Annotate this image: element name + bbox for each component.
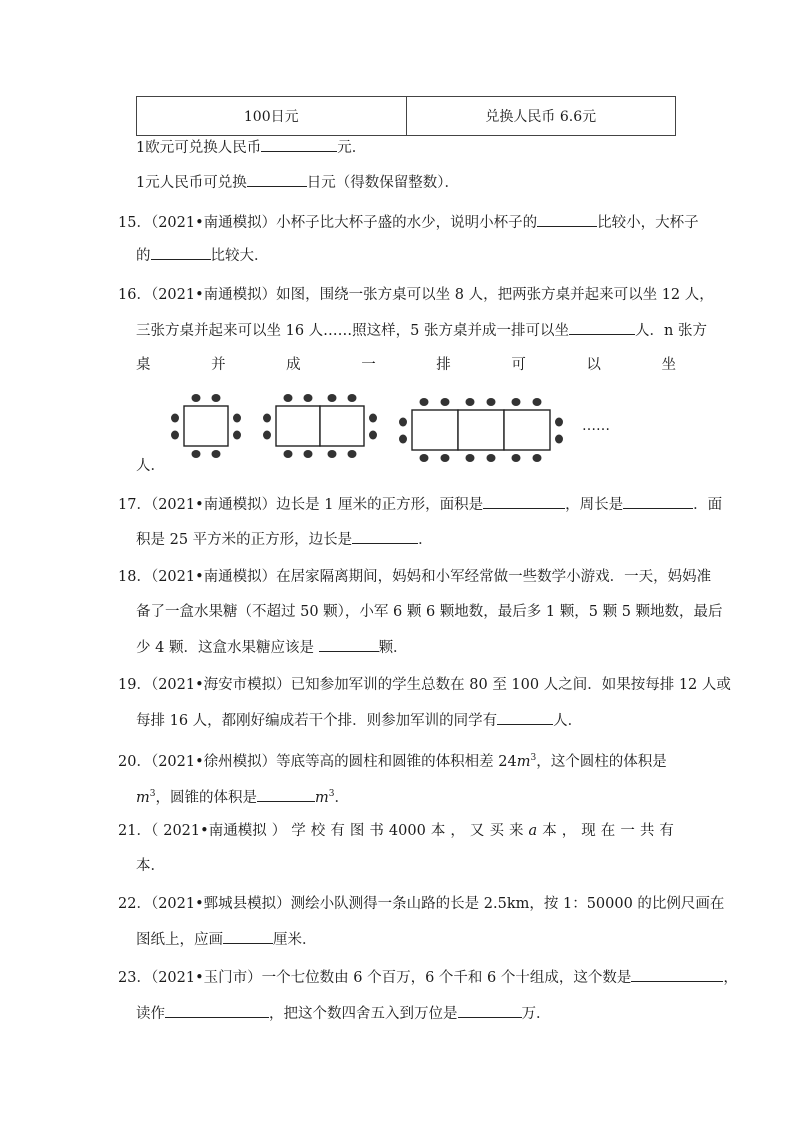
question-18-line3 [136,637,408,658]
question-19-line1 [118,675,731,695]
char: 校 [310,823,326,839]
text: ． [418,532,433,548]
seat [512,454,521,462]
char: 又 [469,823,485,839]
ellipsis-text: …… [582,418,610,434]
char: 共 [639,823,655,839]
seat [512,398,521,406]
text: 读作 [136,1006,165,1022]
seat [304,394,313,402]
text: 人． [136,458,165,474]
table-square [412,410,458,450]
seat [466,454,475,462]
question-15-line2 [136,245,269,266]
text: ，圆锥的体积是 [155,789,257,806]
answer-blank [623,494,693,509]
text: ． [334,789,349,806]
char: 来 [508,823,524,839]
seat [399,418,407,427]
char: 一 [620,823,635,839]
variable-a: a [528,823,538,839]
text: 少 4 颗．这盒水果糖应该是 [136,640,314,656]
text: 元． [337,140,367,156]
text: 人．n 张方 [635,323,707,339]
text: 22．（2021•鄄城县模拟）测绘小队测得一条山路的长是 2.5km，按 1：50000 的比例尺画在 [118,896,725,912]
euro-line [136,137,366,158]
text: 19．（2021•海安市模拟）已知参加军训的学生总数在 80 至 100 人之间．如果按每排 12 人或 [118,677,731,693]
table-square [184,406,228,446]
char: 有 [330,823,345,839]
question-22-line1 [118,894,724,914]
answer-blank [223,929,273,944]
char: 学 [291,823,306,839]
text: 16．（2021•南通模拟）如图，围绕一张方桌可以坐 8 人，把两张方桌并起来可以坐 12 人， [118,287,714,303]
text: ．面 [693,497,723,513]
seat [212,394,221,402]
text: 每排 16 人，都刚好编成若干个排．则参加军训的同学有 [136,713,498,729]
text: 本． [136,858,165,874]
seat [555,435,563,444]
text: 备了一盒水果糖（不超过 50 颗），小军 6 颗 6 颗地数，最后多 1 颗，5 颗 5 颗地数，最后 [136,604,723,620]
text: 比较大． [210,248,269,264]
text: ， [723,970,738,986]
seat [420,454,429,462]
unit-m: m [516,753,531,770]
seat [284,450,293,458]
seat [466,398,475,406]
char: 买 [489,823,504,839]
text: 15．（2021•南通模拟）小杯子比大杯子盛的水少，说明小杯子的 [118,215,538,231]
table-row [137,97,676,136]
seat [420,398,429,406]
table-square [504,410,550,450]
unit-m: m [314,789,329,806]
question-23-line1 [118,967,738,988]
seat [441,398,450,406]
char: ， [450,823,465,839]
question-18-line1 [118,567,711,587]
char: 现 [581,823,596,839]
seat [328,450,337,458]
char: 书 [369,823,384,839]
char: 一 [361,357,376,373]
answer-blank [247,172,307,187]
question-23-line2 [136,1003,551,1024]
seat [192,450,201,458]
char: 本 [430,823,446,839]
text: 厘米． [273,932,317,948]
seat [533,454,542,462]
table-cell-rmb: 兑换人民币 6.6元 [406,97,676,136]
seat [369,414,377,423]
seat [233,431,241,440]
cube-superscript: 3 [328,789,335,799]
text: 日元（得数保留整数）． [306,175,459,191]
question-22-line2 [136,929,317,950]
char: 桌 [136,357,151,373]
answer-blank [537,212,597,227]
seat [348,394,357,402]
text: 20．（2021•徐州模拟）等底等高的圆柱和圆锥的体积相差 24 [118,753,517,770]
question-15-line1 [118,212,699,233]
char: 可 [511,357,526,373]
question-16-line3 [136,355,676,375]
answer-blank [569,320,635,335]
exchange-table [136,96,676,136]
table-cell-yen: 100日元 [137,97,407,136]
answer-blank [458,1003,522,1018]
text: 万． [521,1006,551,1022]
question-21-line2 [136,856,165,876]
cube-superscript: 3 [530,753,537,763]
seat [263,414,271,423]
seat [171,414,179,423]
text: 17．（2021•南通模拟）边长是 1 厘米的正方形，面积是 [118,497,484,513]
answer-blank [631,967,723,982]
char: 成 [286,357,301,373]
seat [284,394,293,402]
question-18-line2 [136,602,723,622]
rmb-line [136,172,459,193]
question-17-line1 [118,494,722,515]
answer-blank [165,1003,269,1018]
seat [212,450,221,458]
text: 图纸上，应画 [136,932,223,948]
question-16-line1 [118,285,714,305]
seat [441,454,450,462]
question-20-line1 [118,748,667,772]
text: 颗． [378,640,408,656]
text: 1元人民币可兑换 [136,175,247,191]
answer-blank [261,137,337,152]
two-tables-group [263,394,377,458]
seat [304,450,313,458]
table-square [320,406,364,446]
seat [533,398,542,406]
three-tables-group [399,398,563,462]
text: 4000 [388,823,426,839]
answer-blank [483,494,565,509]
seat [263,431,271,440]
unit-m: m [136,789,150,806]
answer-blank [257,787,315,802]
text: 人． [553,713,583,729]
answer-blank [352,529,418,544]
table-square [458,410,504,450]
question-21-line1 [118,821,674,841]
text: ） [271,823,287,839]
square-tables-figure [160,392,630,468]
question-20-line2 [136,784,349,808]
char: 并 [211,357,226,373]
char: 有 [659,823,674,839]
text: ，把这个数四舍五入到万位是 [269,1006,458,1022]
one-table-group [171,394,241,458]
answer-blank [319,637,379,652]
seat [487,454,496,462]
seat [328,394,337,402]
text: 18．（2021•南通模拟）在居家隔离期间，妈妈和小军经常做一些数学小游戏．一天，妈妈准 [118,569,712,585]
text: 2021•南通模拟 [163,823,267,839]
question-16-line2 [136,320,707,341]
char: 本 [542,823,557,839]
char: 坐 [661,357,676,373]
question-19-line2 [136,710,582,731]
seat [348,450,357,458]
seat [399,435,407,444]
seat [171,431,179,440]
seat [487,398,496,406]
text: 三张方桌并起来可以坐 16 人……照这样，5 张方桌并成一排可以坐 [136,323,570,339]
table-square [276,406,320,446]
answer-blank [497,710,553,725]
answer-blank [151,245,211,260]
seat [233,414,241,423]
question-17-line2 [136,529,433,550]
question-16-end [136,456,165,476]
text: ，这个圆柱的体积是 [536,753,667,770]
text: 的 [136,248,151,264]
char: 图 [349,823,365,839]
seat [192,394,201,402]
seat [555,418,563,427]
text: 积是 25 平方米的正方形，边长是 [136,532,353,548]
char: 排 [436,357,451,373]
char: 在 [600,823,616,839]
char: 以 [586,357,601,373]
text: 23．（2021•玉门市）一个七位数由 6 个百万，6 个千和 6 个十组成，这个数是 [118,970,632,986]
cube-superscript: 3 [149,789,156,799]
seat [369,431,377,440]
text: 比较小，大杯子 [597,215,699,231]
text: 1欧元可兑换人民币 [136,140,262,156]
char: ， [561,823,577,839]
text: ，周长是 [565,497,624,513]
text: 21．（ [118,823,159,839]
